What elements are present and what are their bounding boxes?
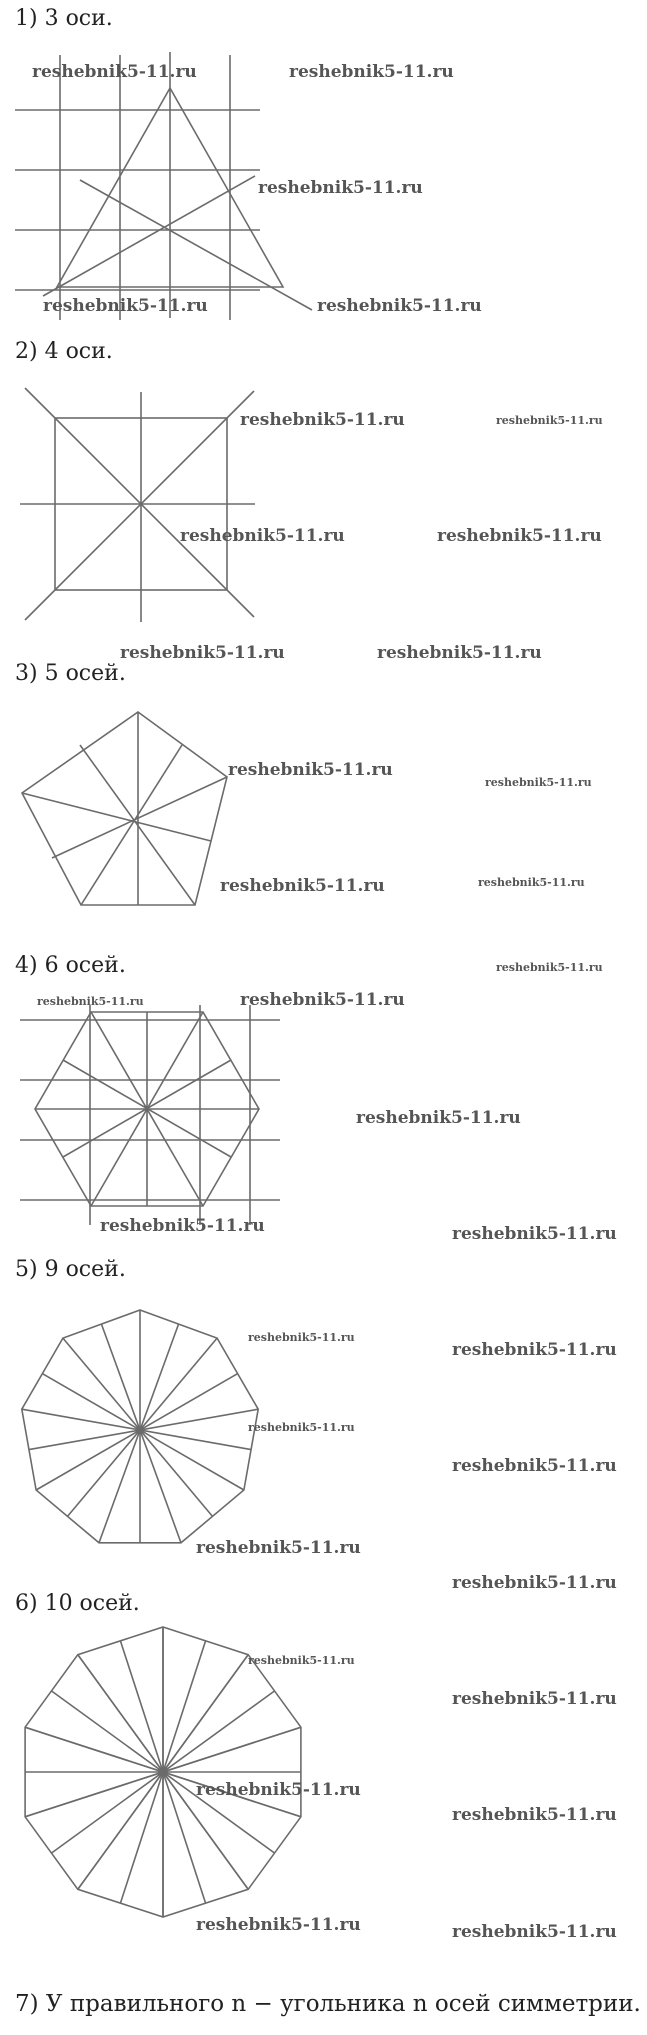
watermark: reshebnik5-11.ru bbox=[317, 296, 482, 316]
watermark: reshebnik5-11.ru bbox=[248, 1421, 355, 1434]
watermark: reshebnik5-11.ru bbox=[196, 1780, 361, 1800]
watermark: reshebnik5-11.ru bbox=[452, 1573, 617, 1593]
watermark: reshebnik5-11.ru bbox=[452, 1805, 617, 1825]
watermark: reshebnik5-11.ru bbox=[196, 1538, 361, 1558]
item-1-heading: 1) 3 оси. bbox=[15, 6, 113, 31]
watermark: reshebnik5-11.ru bbox=[496, 414, 603, 427]
watermark: reshebnik5-11.ru bbox=[356, 1108, 521, 1128]
item-4-heading: 4) 6 осей. bbox=[15, 953, 126, 978]
watermark: reshebnik5-11.ru bbox=[240, 990, 405, 1010]
watermark: reshebnik5-11.ru bbox=[452, 1689, 617, 1709]
watermark: reshebnik5-11.ru bbox=[228, 760, 393, 780]
watermark: reshebnik5-11.ru bbox=[43, 296, 208, 316]
watermark: reshebnik5-11.ru bbox=[180, 526, 345, 546]
watermark: reshebnik5-11.ru bbox=[496, 961, 603, 974]
watermark: reshebnik5-11.ru bbox=[452, 1456, 617, 1476]
watermark: reshebnik5-11.ru bbox=[100, 1216, 265, 1236]
watermark: reshebnik5-11.ru bbox=[485, 776, 592, 789]
watermark: reshebnik5-11.ru bbox=[32, 62, 197, 82]
item-5-heading: 5) 9 осей. bbox=[15, 1257, 126, 1282]
item-3-heading: 3) 5 осей. bbox=[15, 661, 126, 686]
watermark: reshebnik5-11.ru bbox=[258, 178, 423, 198]
watermark: reshebnik5-11.ru bbox=[452, 1922, 617, 1942]
watermark: reshebnik5-11.ru bbox=[452, 1340, 617, 1360]
watermark: reshebnik5-11.ru bbox=[478, 876, 585, 889]
item-2-heading: 2) 4 оси. bbox=[15, 339, 113, 364]
watermark: reshebnik5-11.ru bbox=[248, 1331, 355, 1344]
watermark: reshebnik5-11.ru bbox=[377, 643, 542, 663]
watermark: reshebnik5-11.ru bbox=[37, 995, 144, 1008]
item-6-heading: 6) 10 осей. bbox=[15, 1591, 140, 1616]
watermark: reshebnik5-11.ru bbox=[289, 62, 454, 82]
watermark: reshebnik5-11.ru bbox=[120, 643, 285, 663]
conclusion-text: 7) У правильного n − угольника n осей симметрии. bbox=[15, 1991, 641, 2017]
watermark: reshebnik5-11.ru bbox=[452, 1224, 617, 1244]
watermark: reshebnik5-11.ru bbox=[196, 1915, 361, 1935]
watermark: reshebnik5-11.ru bbox=[248, 1654, 355, 1667]
watermark: reshebnik5-11.ru bbox=[240, 410, 405, 430]
watermark: reshebnik5-11.ru bbox=[437, 526, 602, 546]
watermark: reshebnik5-11.ru bbox=[220, 876, 385, 896]
